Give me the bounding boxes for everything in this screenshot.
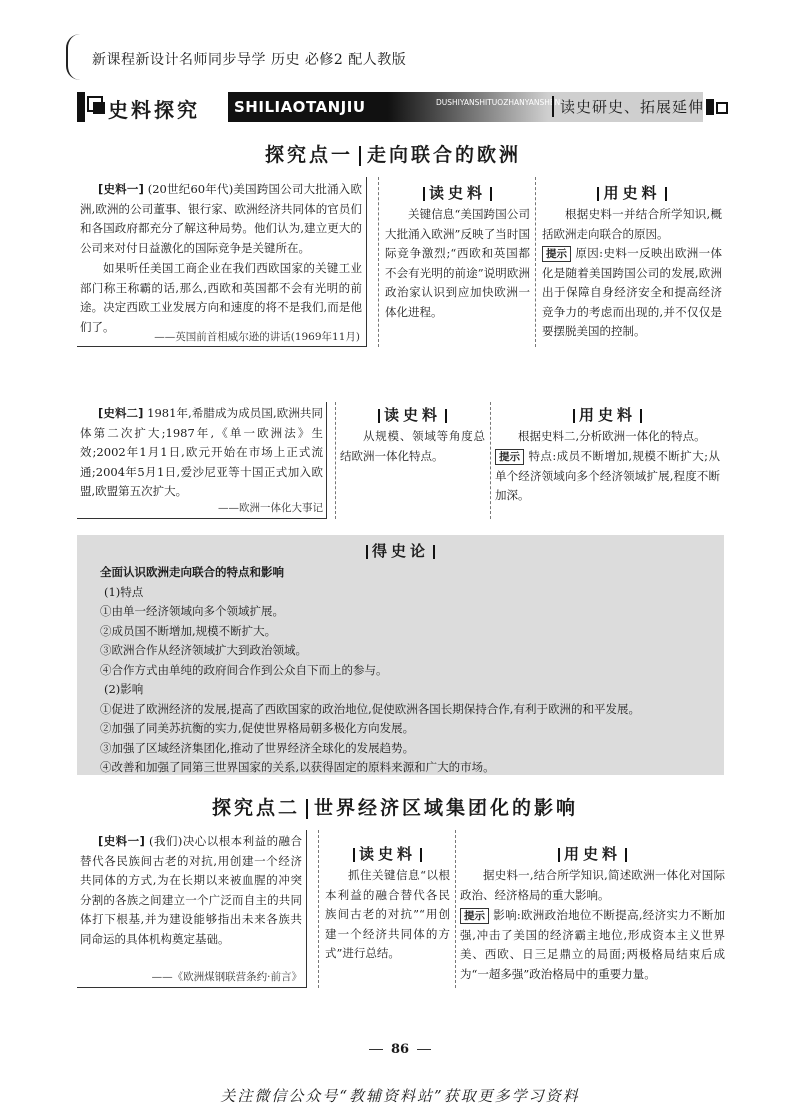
section-pinyin-small: DUSHIYANSHITUOZHANYANSHEN: [436, 98, 561, 107]
column-divider: [318, 830, 319, 988]
bar: [640, 409, 642, 423]
read-text: 抓住关键信息“以根本利益的融合替代各民族间古老的对抗”“用创建一个经济共同体的方式”进行总结。: [325, 868, 450, 960]
tip-label: 提示: [460, 908, 489, 924]
topic1-title: [265, 140, 521, 167]
material2-source: ——欧洲一体化大事记: [218, 502, 323, 514]
title-separator: [359, 146, 361, 166]
read-heading: [385, 182, 530, 203]
tip-text: 特点:成员不断增加,规模不断扩大;从单个经济领域向多个经济领域扩展,程度不断加深。: [495, 449, 720, 502]
bar: [597, 187, 599, 201]
section-pinyin: SHILIAOTANJIU: [228, 92, 388, 122]
running-title: 新课程新设计名师同步导学 历史 必修2 配人教版: [92, 52, 407, 68]
summary-line: (1)特点: [104, 584, 144, 599]
read-heading-text: 读史料: [358, 845, 416, 863]
summary-line: ④改善和加强了同第三世界国家的关系,以获得固定的原料来源和广大的市场。: [100, 760, 495, 774]
bar: [420, 848, 422, 862]
use-text: 据史料一,结合所学知识,简述欧洲一体化对国际政治、经济格局的重大影响。: [460, 868, 725, 902]
band-end-block: [706, 99, 714, 115]
topic2-title-a: 探究点二: [212, 797, 301, 819]
band-end-square-icon: [716, 102, 728, 114]
column-divider: [535, 177, 536, 347]
use-text: 根据史料一并结合所学知识,概括欧洲走向联合的原因。: [542, 207, 722, 241]
summary-content: [100, 563, 720, 778]
read-text: 关键信息“美国跨国公司大批涌入欧洲”反映了当时国际竞争激烈;“西欧和英国都不会有光明的前途”说明欧洲政治家认识到应加快欧洲一体化进程。: [385, 207, 530, 319]
read-text: 从规模、领域等角度总结欧洲一体化特点。: [340, 429, 485, 463]
topic1-title-b: 走向联合的欧洲: [367, 144, 522, 166]
bar: [573, 409, 575, 423]
column-divider: [490, 402, 491, 519]
material-body: (我们)决心以根本利益的融合替代各民族间古老的对抗,用创建一个经济共同体的方式,为在长期以来被血腥的冲突分割的各族之间建立一个广泛而自主的共同体打下根基,并为建设能够指出未来各族共同命运的具体机构奠定基础。: [80, 834, 302, 946]
summary-line: ①由单一经济领域向多个领域扩展。: [100, 604, 284, 618]
use-heading-text: 用史料: [603, 184, 661, 202]
material1-source: ——英国前首相威尔逊的讲话(1969年11月): [154, 331, 360, 343]
summary-line: ③加强了区域经济集团化,推动了世界经济全球化的发展趋势。: [100, 740, 415, 755]
summary-line: ④合作方式由单纯的政府间合作到公众自下而上的参与。: [100, 662, 388, 677]
topic2-material1-text: [80, 832, 302, 949]
material-label: [史料一]: [98, 834, 145, 848]
tip-block: [460, 906, 725, 984]
bar: [366, 545, 368, 559]
topic2-material1-source: ——《欧洲煤钢联营条约·前言》: [151, 971, 302, 983]
tip-label: 提示: [495, 449, 524, 465]
section-title: 史料探究: [108, 98, 200, 122]
material-body: (20世纪60年代)美国跨国公司大批涌入欧洲,欧洲的公司董事、银行家、欧洲经济共同体的官员们和各国政府都充分了解这种局势。他们认为,建立更大的公司来对付日益激化的国际竞争是关键所在。: [80, 182, 362, 255]
bar: [558, 848, 560, 862]
summary-title: [100, 563, 720, 583]
read-heading: [340, 404, 485, 425]
material1-text2: 如果听任美国工商企业在我们西欧国家的关键工业部门称王称霸的话,那么,西欧和英国都不会有光明的前途。决定西欧工业发展方向和速度的将不是我们,而是他们了。: [80, 261, 362, 334]
read-heading-text: 读史料: [428, 184, 486, 202]
read-heading-text: 读史料: [383, 406, 441, 424]
use-heading: [495, 404, 720, 425]
column-divider: [335, 402, 336, 519]
use-text: 根据史料二,分析欧洲一体化的特点。: [518, 429, 706, 443]
bar: [423, 187, 425, 201]
dash: [369, 1049, 383, 1050]
summary-heading-text: 得史论: [371, 542, 429, 560]
summary-line: (2)影响: [104, 682, 144, 696]
dash: [417, 1049, 431, 1050]
bar: [445, 409, 447, 423]
band-left-block: [77, 92, 85, 122]
column-divider: [378, 177, 379, 347]
band-square-fill-icon: [93, 102, 105, 114]
summary-line: ③欧洲合作从经济领域扩大到政治领域。: [100, 643, 307, 657]
title-separator: [306, 799, 308, 819]
summary-line: ②成员国不断增加,规模不断扩大。: [100, 623, 277, 638]
tip-block: [542, 244, 722, 342]
bar: [490, 187, 492, 201]
material-label: [史料二]: [98, 406, 144, 420]
read-heading: [325, 843, 450, 864]
page-number: [0, 1042, 800, 1057]
bar: [353, 848, 355, 862]
tip-label: 提示: [542, 246, 571, 262]
use-heading-text: 用史料: [578, 406, 636, 424]
material1-text: [80, 180, 362, 258]
tip-text: 原因:史料一反映出欧洲一体化是随着美国跨国公司的发展,欧洲出于保障自身经济安全和提高经济竞争力的考虑而出现的,并不仅仅是要摆脱美国的控制。: [542, 246, 722, 338]
footer-note: 关注微信公众号“教辅资料站”获取更多学习资料: [220, 1087, 580, 1105]
topic1-title-a: 探究点一: [265, 144, 354, 166]
use-heading-text: 用史料: [563, 845, 621, 863]
bar: [378, 409, 380, 423]
material-body: 1981年,希腊成为成员国,欧洲共同体第二次扩大;1987年,《单一欧洲法》生效;2002年1月1日,欧元开始在市场上正式流通;2004年5月1日,爱沙尼亚等十国正式加入欧盟,欧盟第五次扩大。: [80, 406, 324, 498]
header-bracket: [66, 34, 80, 80]
use-heading: [460, 843, 725, 864]
topic2-title: [212, 793, 578, 820]
summary-line: ①促进了欧洲经济的发展,提高了西欧国家的政治地位,促使欧洲各国长期保持合作,有利于欧洲的和平发展。: [100, 701, 640, 716]
band-gradient: [388, 92, 548, 122]
summary-line: ②加强了同美苏抗衡的实力,促使世界格局朝多极化方向发展。: [100, 721, 415, 735]
topic2-title-b: 世界经济区域集团化的影响: [314, 797, 579, 819]
bar: [665, 187, 667, 201]
page-number-text: 86: [390, 1042, 410, 1057]
section-subtitle: 读史研史、拓展延伸: [552, 96, 704, 117]
summary-title-text: 全面认识欧洲走向联合的特点和影响: [100, 565, 284, 579]
material-label: [史料一]: [98, 182, 144, 196]
column-divider: [455, 830, 456, 988]
tip-text: 影响:欧洲政治地位不断提高,经济实力不断加强,冲击了美国的经济霸主地位,形成资本主义世界美、西欧、日三足鼎立的局面;两极格局结束后成为“一超多强”政治格局中的重要力量。: [460, 908, 725, 981]
material2-text: [80, 404, 323, 502]
bar: [625, 848, 627, 862]
tip-block: [495, 447, 720, 506]
bar: [433, 545, 435, 559]
use-heading: [542, 182, 722, 203]
summary-heading: [77, 540, 724, 561]
